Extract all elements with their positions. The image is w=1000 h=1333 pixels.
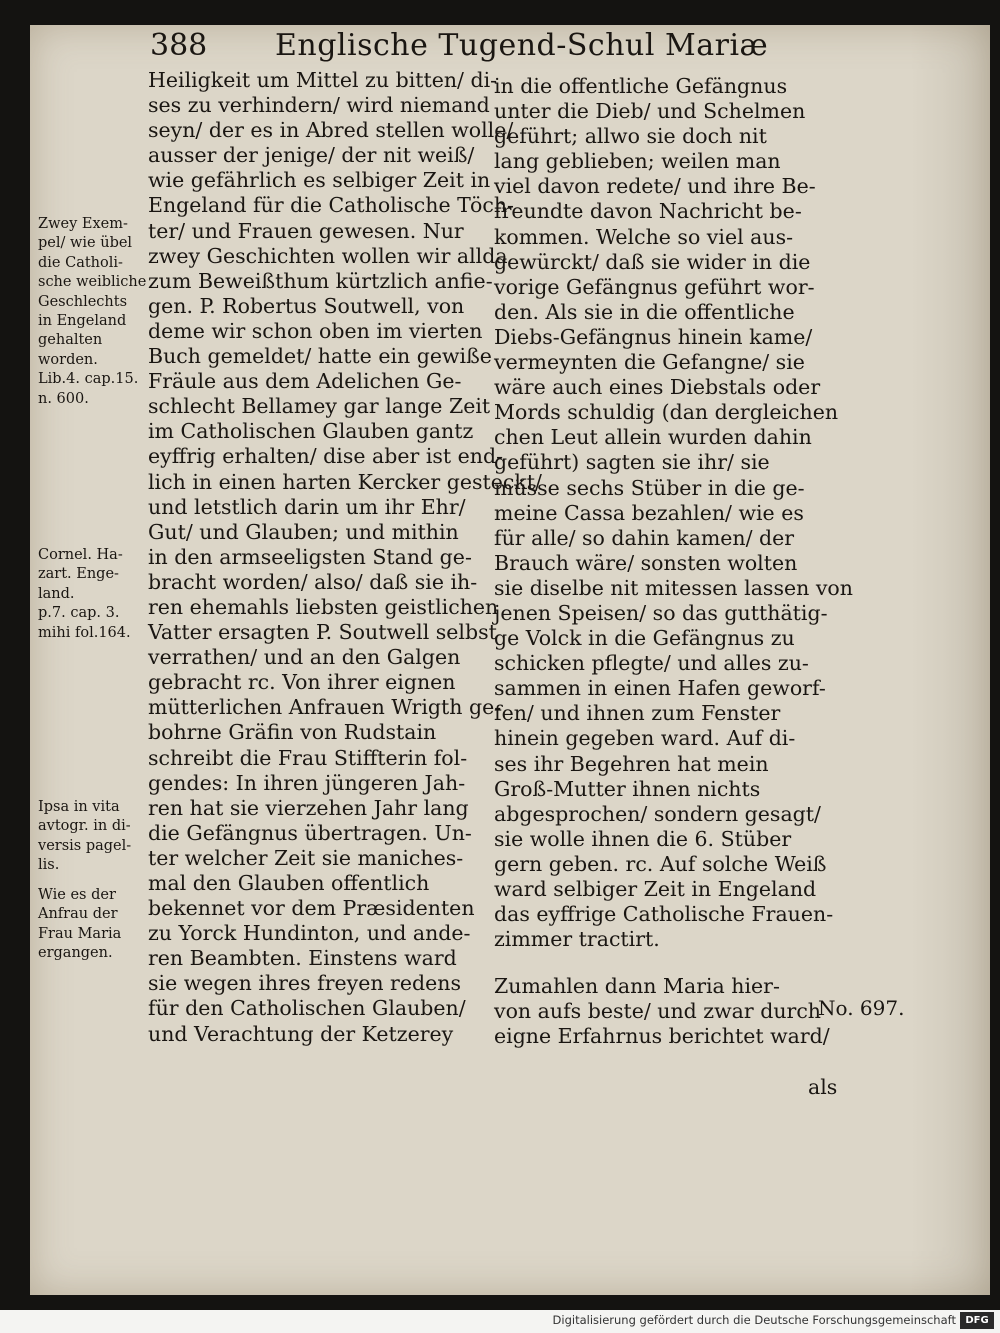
text-line: Buch gemeldet/ hatte ein gewiße [148,344,492,369]
text-line: kommen. Welche so viel aus- [494,224,794,249]
text-line: gern geben. rc. Auf solche Weiß [494,851,827,876]
text-line: ren ehemahls liebsten geistlichen [148,594,499,619]
margin-line: Wie es der [38,887,116,903]
text-line: schlecht Bellamey gar lange Zeit [148,394,491,419]
text-line: für den Catholischen Glauben/ [148,996,466,1021]
margin-line: versis pagel- [38,837,132,854]
text-line: ren Beambten. Einstens ward [148,946,457,971]
footer-bar [0,1310,1000,1333]
text-line: sie diselbe nit mitessen lassen von [494,575,853,600]
text-line: ter welcher Zeit sie maniches- [148,845,464,870]
margin-line: Anfrau der [38,906,118,923]
text-line: sie wegen ihres freyen redens [148,971,461,996]
text-line: sie wolle ihnen die 6. Stüber [494,826,792,851]
running-title: Englische Tugend-Schul Mariæ [275,28,769,63]
text-line: freundte davon Nachricht be- [494,199,802,224]
margin-line: Zwey Exem- [38,216,128,232]
margin-line: in Engeland [38,312,127,329]
text-line: im Catholischen Glauben gantz [148,419,474,444]
text-line: die Gefängnus übertragen. Un- [148,820,472,845]
text-line: ge Volck in die Gefängnus zu [494,626,795,651]
text-line: Gut/ und Glauben; und mithin [148,519,459,544]
margin-line: sche weibliche [38,274,147,291]
text-line: zwey Geschichten wollen wir allda [148,243,508,268]
margin-line: mihi fol.164. [38,624,131,641]
text-line: schreibt die Frau Stiffterin fol- [148,745,468,770]
text-line: ter/ und Frauen gewesen. Nur [148,218,464,243]
margin-line: lis. [38,857,60,874]
text-line: müsse sechs Stüber in die ge- [494,475,805,500]
text-line: lich in einen harten Kercker gesteckt/ [148,469,542,494]
text-line: das eyffrige Catholische Frauen- [494,902,834,927]
text-line: Heiligkeit um Mittel zu bitten/ di- [148,68,498,92]
text-line: zum Beweißthum kürtzlich anfie- [148,268,493,293]
text-line: zu Yorck Hundinton, und ande- [148,921,471,946]
funding-credit: Digitalisierung gefördert durch die Deutsche Forschungsgemeinschaft [552,1313,956,1327]
text-line: vermeynten die Gefangne/ sie [494,350,805,375]
text-line: Fräule aus dem Adelichen Ge- [148,369,462,394]
text-line: Groß-Mutter ihnen nichts [494,776,761,801]
margin-note [38,886,148,964]
margin-line: ergangen. [38,945,113,962]
text-line: für alle/ so dahin kamen/ der [494,525,795,550]
text-line: wäre auch eines Diebstals oder [494,375,821,400]
page-header [150,28,769,68]
text-line: sammen in einen Hafen geworf- [494,676,826,701]
text-line: eigne Erfahrnus berichtet ward/ [494,1024,830,1049]
margin-line: die Catholi- [38,254,123,271]
text-line: gewürckt/ daß sie wider in die [494,249,811,274]
text-line: jenen Speisen/ so das gutthätig- [494,600,828,625]
text-line: gendes: In ihren jüngeren Jah- [148,770,466,795]
margin-line: avtogr. in di- [38,818,131,835]
text-line: gebracht rc. Von ihrer eignen [148,670,456,695]
margin-line: land. [38,585,75,602]
left-text-column [148,68,542,1047]
text-line: eyffrig erhalten/ dise aber ist end- [148,444,504,469]
text-line: schicken pflegte/ und alles zu- [494,651,809,676]
paragraph-number: No. 697. [818,996,905,1020]
text-line: bracht worden/ also/ daß sie ih- [148,569,478,594]
text-line: gen. P. Robertus Soutwell, von [148,293,465,318]
margin-line: p.7. cap. 3. [38,605,120,622]
text-line: zimmer tractirt. [494,927,660,952]
text-line: geführt) sagten sie ihr/ sie [494,450,770,475]
margin-line: Frau Maria [38,925,122,942]
margin-note [38,546,148,643]
margin-note [38,798,148,876]
text-line: ses zu verhindern/ wird niemand [148,93,490,118]
text-line: verrathen/ und an den Galgen [148,645,461,670]
text-line: unter die Dieb/ und Schelmen [494,99,806,124]
text-line: in den armseeligsten Stand ge- [148,544,472,569]
text-line: deme wir schon oben im vierten [148,318,483,343]
margin-line: Ipsa in vita [38,799,120,815]
text-line: und Verachtung der Ketzerey [148,1021,454,1046]
text-line: abgesprochen/ sondern gesagt/ [494,801,821,826]
text-line: meine Cassa bezahlen/ wie es [494,500,804,525]
margin-line: Cornel. Ha- [38,547,123,563]
margin-line: Geschlechts [38,293,128,310]
catchword: als [808,1075,838,1099]
page-number: 388 [150,28,208,63]
text-line: hinein gegeben ward. Auf di- [494,726,796,751]
text-line: ses ihr Begehren hat mein [494,751,769,776]
text-line: seyn/ der es in Abred stellen wolle/ [148,118,514,143]
text-line: mütterlichen Anfrauen Wrigth ge- [148,695,502,720]
text-line: ren hat sie vierzehen Jahr lang [148,795,469,820]
text-line: Zumahlen dann Maria hier- [494,974,780,999]
margin-line: pel/ wie übel [38,235,133,252]
text-line: und letstlich darin um ihr Ehr/ [148,494,466,519]
text-line: chen Leut allein wurden dahin [494,425,812,450]
dfg-logo-icon: DFG [960,1312,994,1329]
text-line: ward selbiger Zeit in Engeland [494,877,817,901]
text-line: wie gefährlich es selbiger Zeit in [148,168,491,193]
text-line: geführt; allwo sie doch nit [494,124,767,149]
text-line: bohrne Gräfin von Rudstain [148,720,437,745]
text-line: den. Als sie in die offentliche [494,299,795,324]
margin-line: n. 600. [38,390,89,407]
margin-line: Lib.4. cap.15. [38,371,139,388]
text-line: lang geblieben; weilen man [494,149,781,174]
text-line: Mords schuldig (dan dergleichen [494,400,839,425]
margin-line: gehalten [38,332,103,349]
text-line: bekennet vor dem Præsidenten [148,896,475,921]
text-line: Engeland für die Catholische Töch- [148,193,514,218]
text-line: in die offentliche Gefängnus [494,74,788,98]
text-line: ausser der jenige/ der nit weiß/ [148,143,475,168]
right-text-column [494,74,853,1050]
text-line: von aufs beste/ und zwar durch [494,999,821,1024]
paragraph-gap [494,952,829,974]
text-line: Diebs-Gefängnus hinein kame/ [494,324,813,349]
margin-note [38,215,148,409]
text-line: Vatter ersagten P. Soutwell selbst [148,620,497,645]
text-line: mal den Glauben offentlich [148,871,430,895]
margin-line: zart. Enge- [38,566,119,583]
margin-line: worden. [38,351,98,368]
text-line: vorige Gefängnus geführt wor- [494,274,815,299]
text-line: fen/ und ihnen zum Fenster [494,701,781,726]
text-line: Brauch wäre/ sonsten wolten [494,550,798,575]
text-line: viel davon redete/ und ihre Be- [494,174,816,199]
page-edge-shadow [910,25,990,1295]
